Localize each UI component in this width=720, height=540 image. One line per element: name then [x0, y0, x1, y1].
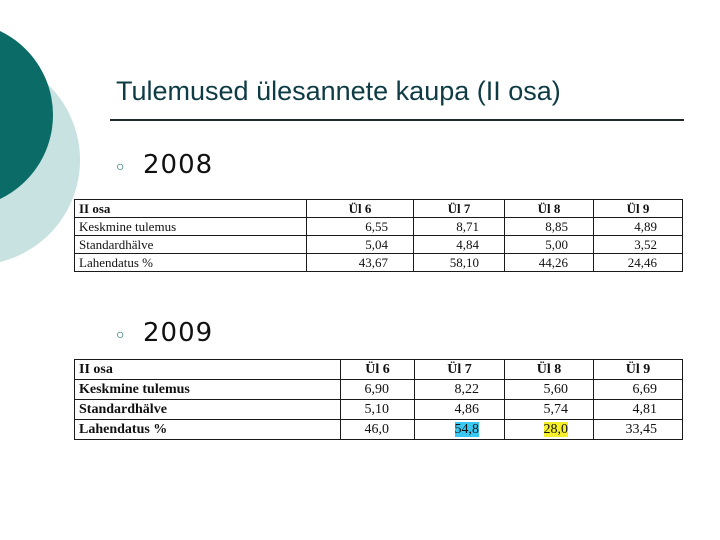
table-cell: 6,69	[594, 380, 683, 400]
row-label: Keskmine tulemus	[75, 380, 341, 400]
table-cell: 5,10	[341, 400, 415, 420]
results-table-2009	[74, 359, 683, 440]
table-cell: 8,22	[415, 380, 505, 400]
table-row	[75, 236, 683, 254]
table-cell: 5,00	[505, 236, 594, 254]
table-cell: 5,04	[307, 236, 414, 254]
table-row	[75, 380, 683, 400]
table-row	[75, 218, 683, 236]
bullet-circle-icon: ○	[116, 158, 125, 174]
table-header-row	[75, 200, 683, 218]
yellow-highlight: 28,0	[543, 421, 568, 437]
highlighted-cell-yellow	[505, 420, 594, 440]
table-cell: 33,45	[594, 420, 683, 440]
header-cell: Ül 6	[341, 360, 415, 380]
table-cell: 8,71	[414, 218, 505, 236]
table-cell: 4,89	[594, 218, 683, 236]
table-cell: 4,86	[415, 400, 505, 420]
title-underline	[110, 119, 684, 121]
table-cell: 24,46	[594, 254, 683, 272]
table-cell: 46,0	[341, 420, 415, 440]
year-2009-label: 2009	[143, 318, 214, 348]
table-header-row	[75, 360, 683, 380]
table-cell: 44,26	[505, 254, 594, 272]
cyan-highlight: 54,8	[454, 421, 479, 437]
table-cell: 8,85	[505, 218, 594, 236]
year-2008-label: 2008	[143, 150, 214, 180]
table-cell: 5,74	[505, 400, 594, 420]
header-cell: Ül 7	[414, 200, 505, 218]
row-label: Lahendatus %	[75, 254, 307, 272]
row-label: Lahendatus %	[75, 420, 341, 440]
table-row	[75, 400, 683, 420]
decorative-circles	[0, 0, 80, 300]
table-cell: 5,60	[505, 380, 594, 400]
header-cell: Ül 9	[594, 360, 683, 380]
row-label: Standardhälve	[75, 400, 341, 420]
table-cell: 6,55	[307, 218, 414, 236]
header-cell: Ül 6	[307, 200, 414, 218]
header-cell: Ül 8	[505, 360, 594, 380]
table-cell: 58,10	[414, 254, 505, 272]
table-cell: 3,52	[594, 236, 683, 254]
table-cell: 4,84	[414, 236, 505, 254]
bullet-circle-icon: ○	[116, 326, 125, 342]
table-cell: 6,90	[341, 380, 415, 400]
results-table-2008	[74, 199, 683, 272]
header-cell: II osa	[75, 360, 341, 380]
row-label: Standardhälve	[75, 236, 307, 254]
table-row	[75, 420, 683, 440]
table-row	[75, 254, 683, 272]
highlighted-cell-cyan	[415, 420, 505, 440]
header-cell: II osa	[75, 200, 307, 218]
table-cell: 4,81	[594, 400, 683, 420]
header-cell: Ül 9	[594, 200, 683, 218]
slide-title: Tulemused ülesannete kaupa (II osa)	[116, 76, 561, 106]
row-label: Keskmine tulemus	[75, 218, 307, 236]
table-cell: 43,67	[307, 254, 414, 272]
header-cell: Ül 8	[505, 200, 594, 218]
header-cell: Ül 7	[415, 360, 505, 380]
